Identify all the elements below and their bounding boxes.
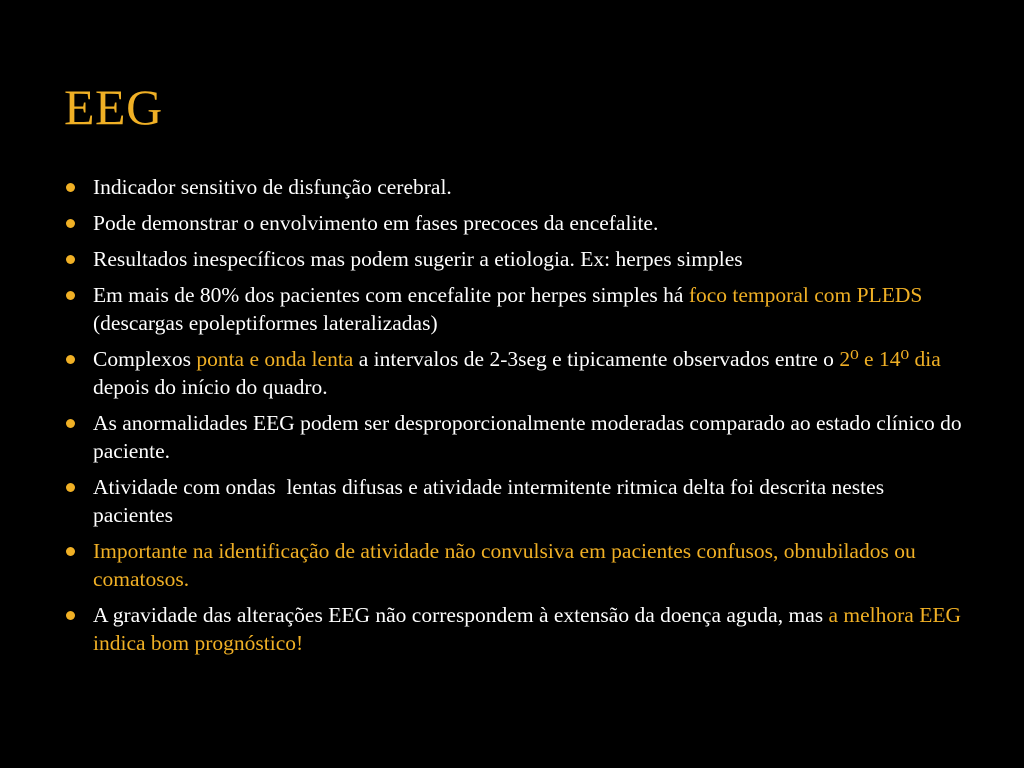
bullet-text: Resultados inespecíficos mas podem sugerir a etiologia. Ex: herpes simples — [93, 247, 743, 271]
bullet-dot-icon — [66, 255, 75, 264]
highlighted-text: ponta e onda lenta — [196, 347, 354, 371]
bullet-item — [66, 173, 966, 201]
highlighted-text: foco temporal com PLEDS — [688, 283, 923, 307]
bullet-text: Complexos — [93, 347, 197, 371]
bullet-item — [66, 473, 966, 529]
bullet-dot-icon — [66, 547, 75, 556]
highlighted-text: a melhora EEG indica bom prognóstico! — [93, 603, 962, 655]
bullet-text: Atividade com ondas lentas difusas e atividade intermitente ritmica delta foi descrita nestes pacientes — [93, 475, 890, 527]
bullet-text: A gravidade das alterações EEG não correspondem à extensão da doença aguda, mas — [93, 603, 829, 627]
bullet-item — [66, 409, 966, 465]
highlighted-text: Importante na identificação de atividade não convulsiva em pacientes confusos, obnubilados ou comatosos. — [93, 539, 916, 591]
bullet-dot-icon — [66, 419, 75, 428]
highlighted-text: 2⁰ e 14⁰ dia — [839, 347, 941, 371]
bullet-text: Indicador sensitivo de disfunção cerebral. — [93, 175, 452, 199]
bullet-item — [66, 245, 966, 273]
bullet-item — [66, 537, 966, 593]
bullet-dot-icon — [66, 291, 75, 300]
bullet-text: depois do início do quadro. — [93, 375, 328, 399]
bullet-text: Pode demonstrar o envolvimento em fases precoces da encefalite. — [93, 211, 659, 235]
bullet-item — [66, 209, 966, 237]
bullet-dot-icon — [66, 483, 75, 492]
bullet-dot-icon — [66, 355, 75, 364]
bullet-dot-icon — [66, 611, 75, 620]
bullet-dot-icon — [66, 219, 75, 228]
bullet-text: Em mais de 80% dos pacientes com encefalite por herpes simples há — [93, 283, 689, 307]
slide-title: EEG — [64, 79, 163, 135]
bullet-item — [66, 601, 966, 657]
bullet-text: As anormalidades EEG podem ser desproporcionalmente moderadas comparado ao estado clínico do paciente. — [93, 411, 962, 463]
bullet-text: a intervalos de 2-3seg e tipicamente observados entre o — [353, 347, 840, 371]
bullet-item — [66, 345, 966, 401]
bullet-list — [66, 173, 966, 665]
bullet-dot-icon — [66, 183, 75, 192]
bullet-item — [66, 281, 966, 337]
bullet-text: (descargas epoleptiformes lateralizadas) — [93, 311, 438, 335]
